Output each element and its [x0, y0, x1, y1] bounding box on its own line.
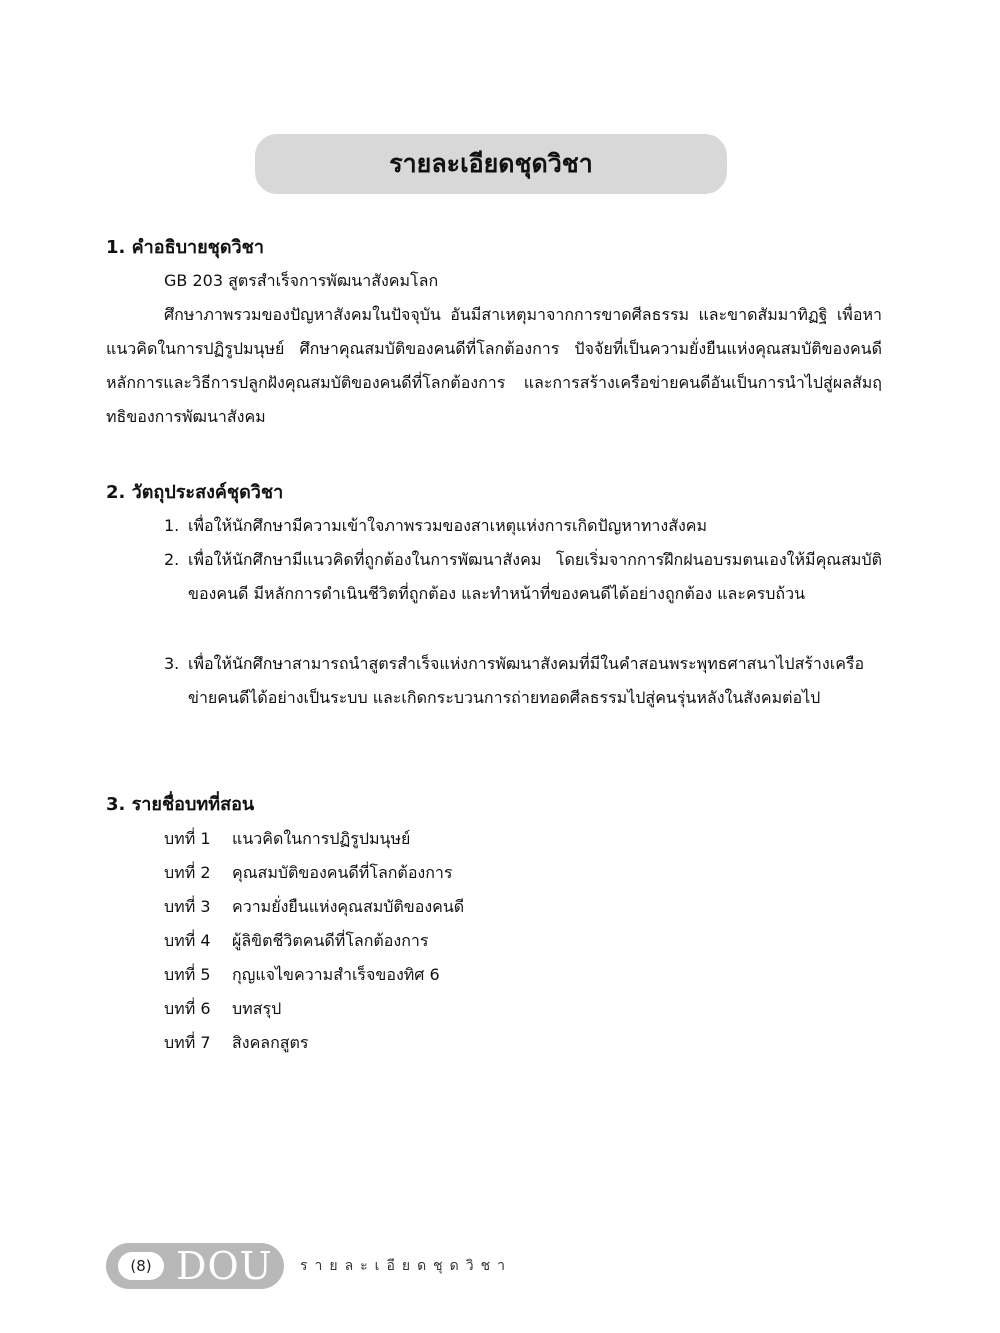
- lesson-number: บทที่ 3: [164, 897, 211, 916]
- objective-text: เพื่อให้นักศึกษามีความเข้าใจภาพรวมของสาเหตุแห่งการเกิดปัญหาทางสังคม: [188, 516, 708, 535]
- page-title: รายละเอียดชุดวิชา: [389, 149, 593, 178]
- lesson-item: [164, 856, 453, 890]
- objective-number: 1.: [164, 516, 180, 535]
- objective-item-3: [164, 647, 882, 715]
- objective-item-2: [164, 543, 882, 611]
- course-line: GB 203 สูตรสำเร็จการพัฒนาสังคมโลก: [164, 271, 439, 290]
- objective-text: เพื่อให้นักศึกษาสามารถนำสูตรสำเร็จแห่งการพัฒนาสังคมที่มีในคำสอนพระพุทธศาสนาไปสร้างเครือข่ายคนดีได้อย่างเป็นระบบ และเกิดกระบวนการถ่ายทอดศีลธรรมไปสู่คนรุ่นหลังในสังคมต่อไป: [188, 654, 865, 707]
- course-description: ศึกษาภาพรวมของปัญหาสังคมในปัจจุบัน อันมีสาเหตุมาจากการขาดศีลธรรม และขาดสัมมาทิฏฐิ เพื่อหาแนวคิดในการปฏิรูปมนุษย์ ศึกษาคุณสมบัติของคนดีที่โลกต้องการ ปัจจัยที่เป็นความยั่งยืนแห่งคุณสมบัติของคนดี หลักการและวิธีการปลูกฝังคุณสมบัติของคนดีที่โลกต้องการ และการสร้างเครือข่ายคนดีอันเป็นการนำไปสู่ผลสัมฤทธิของการพัฒนาสังคม: [106, 305, 882, 426]
- lesson-name: ความยั่งยืนแห่งคุณสมบัติของคนดี: [232, 897, 465, 916]
- lesson-number: บทที่ 2: [164, 863, 211, 882]
- lesson-name: คุณสมบัติของคนดีที่โลกต้องการ: [232, 863, 453, 882]
- title-box: [255, 134, 727, 194]
- objective-number: 2.: [164, 550, 180, 569]
- lesson-name: ผู้ลิขิตชีวิตคนดีที่โลกต้องการ: [232, 931, 429, 950]
- objective-item-1: [164, 509, 882, 543]
- lesson-item: [164, 890, 464, 924]
- lesson-number: บทที่ 1: [164, 829, 211, 848]
- section3-heading: 3. รายชื่อบทที่สอน: [106, 794, 255, 815]
- footer-running-title: รายละเอียดชุดวิชา: [300, 1258, 512, 1274]
- page-number: (8): [118, 1252, 164, 1280]
- lesson-item: [164, 958, 440, 992]
- lesson-item: [164, 992, 281, 1026]
- dou-logo: DOU: [176, 1244, 273, 1288]
- lesson-number: บทที่ 7: [164, 1033, 211, 1052]
- lesson-name: กุญแจไขความสำเร็จของทิศ 6: [232, 965, 440, 984]
- lesson-name: แนวคิดในการปฏิรูปมนุษย์: [232, 829, 411, 848]
- lesson-item: [164, 924, 428, 958]
- lesson-number: บทที่ 5: [164, 965, 211, 984]
- lesson-number: บทที่ 6: [164, 999, 211, 1018]
- lesson-item: [164, 822, 410, 856]
- section1-heading: 1. คำอธิบายชุดวิชา: [106, 237, 264, 258]
- lesson-name: สิงคลกสูตร: [232, 1033, 309, 1052]
- section2-heading: 2. วัตถุประสงค์ชุดวิชา: [106, 482, 284, 503]
- lesson-number: บทที่ 4: [164, 931, 211, 950]
- lesson-name: บทสรุป: [232, 999, 282, 1018]
- objective-number: 3.: [164, 654, 180, 673]
- objective-text: เพื่อให้นักศึกษามีแนวคิดที่ถูกต้องในการพัฒนาสังคม โดยเริ่มจากการฝึกฝนอบรมตนเองให้มีคุณสมบัติของคนดี มีหลักการดำเนินชีวิตที่ถูกต้อง และทำหน้าที่ของคนดีได้อย่างถูกต้อง และครบถ้วน: [188, 550, 882, 603]
- lesson-item: [164, 1026, 309, 1060]
